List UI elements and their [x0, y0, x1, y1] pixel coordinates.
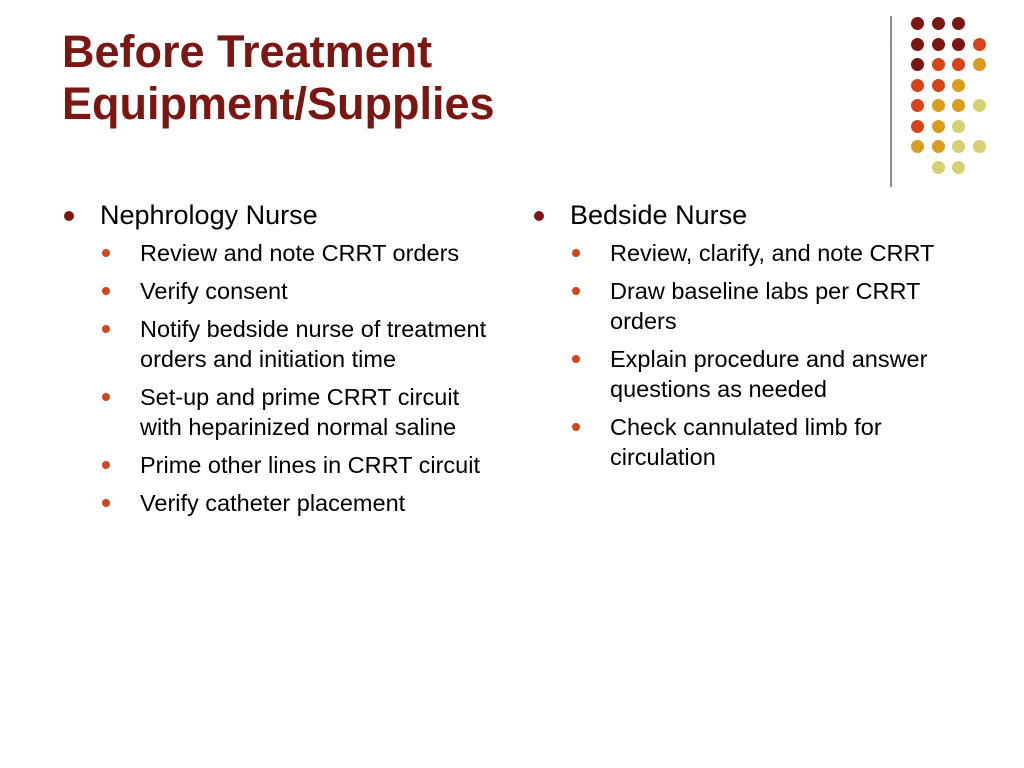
decorative-dot — [973, 38, 986, 51]
sub-bullet-icon — [102, 461, 110, 469]
list-item-text: Verify catheter placement — [140, 490, 406, 516]
bullet-icon — [64, 211, 74, 221]
bullet-icon — [534, 211, 544, 221]
list-item — [570, 412, 972, 472]
list-item — [100, 314, 502, 374]
slide-title-line-2: Equipment/Supplies — [62, 78, 495, 129]
decorative-dot — [952, 140, 965, 153]
decorative-dot — [911, 38, 924, 51]
decorative-dot — [952, 58, 965, 71]
list-item — [100, 450, 502, 480]
list-item-text: Review, clarify, and note CRRT — [610, 240, 935, 266]
sub-bullet-icon — [102, 287, 110, 295]
list-item-text: Check cannulated limb for circulation — [610, 414, 882, 470]
decorative-dot — [932, 79, 945, 92]
decorative-dot — [911, 140, 924, 153]
decorative-dot — [932, 161, 945, 174]
right-column-heading-item — [532, 198, 972, 232]
decorative-dot — [911, 58, 924, 71]
decorative-dot — [911, 79, 924, 92]
decorative-dot — [973, 99, 986, 112]
sub-bullet-icon — [572, 355, 580, 363]
list-item — [100, 238, 502, 268]
list-item-text: Review and note CRRT orders — [140, 240, 460, 266]
sub-bullet-icon — [572, 249, 580, 257]
decorative-dot — [973, 140, 986, 153]
decorative-dot — [952, 120, 965, 133]
slide-title-line-1: Before Treatment — [62, 26, 433, 77]
sub-bullet-icon — [102, 393, 110, 401]
decorative-dot-grid — [0, 0, 1024, 200]
list-item — [570, 238, 972, 268]
decorative-dot — [952, 79, 965, 92]
decorative-dot — [932, 120, 945, 133]
decorative-dot — [911, 120, 924, 133]
sub-bullet-icon — [102, 249, 110, 257]
list-item-text: Draw baseline labs per CRRT orders — [610, 278, 920, 334]
list-item-text: Notify bedside nurse of treatment orders and initiation time — [140, 316, 487, 372]
decorative-dot — [973, 58, 986, 71]
list-item-text: Set-up and prime CRRT circuit with heparinized normal saline — [140, 384, 460, 440]
decorative-dot — [911, 99, 924, 112]
decorative-dot — [952, 17, 965, 30]
decorative-dot — [932, 17, 945, 30]
left-column — [62, 198, 502, 526]
decorative-dot — [952, 99, 965, 112]
decorative-dot — [952, 38, 965, 51]
sub-bullet-icon — [102, 499, 110, 507]
left-column-heading: Nephrology Nurse — [100, 200, 318, 230]
right-column — [532, 198, 972, 480]
decorative-dot — [932, 140, 945, 153]
list-item — [100, 382, 502, 442]
list-item — [100, 276, 502, 306]
decorative-divider-line — [890, 16, 892, 187]
left-column-heading-item — [62, 198, 502, 232]
sub-bullet-icon — [572, 423, 580, 431]
list-item-text: Explain procedure and answer questions as needed — [610, 346, 928, 402]
right-column-heading: Bedside Nurse — [570, 200, 748, 230]
decorative-dot — [932, 38, 945, 51]
decorative-dot — [911, 17, 924, 30]
sub-bullet-icon — [572, 287, 580, 295]
left-column-list — [62, 238, 502, 518]
sub-bullet-icon — [102, 325, 110, 333]
decorative-dot — [952, 161, 965, 174]
list-item — [570, 344, 972, 404]
list-item — [570, 276, 972, 336]
list-item-text: Prime other lines in CRRT circuit — [140, 452, 480, 478]
decorative-dot — [932, 58, 945, 71]
list-item-text: Verify consent — [140, 278, 288, 304]
right-column-list — [532, 238, 972, 472]
decorative-dot — [932, 99, 945, 112]
list-item — [100, 488, 502, 518]
